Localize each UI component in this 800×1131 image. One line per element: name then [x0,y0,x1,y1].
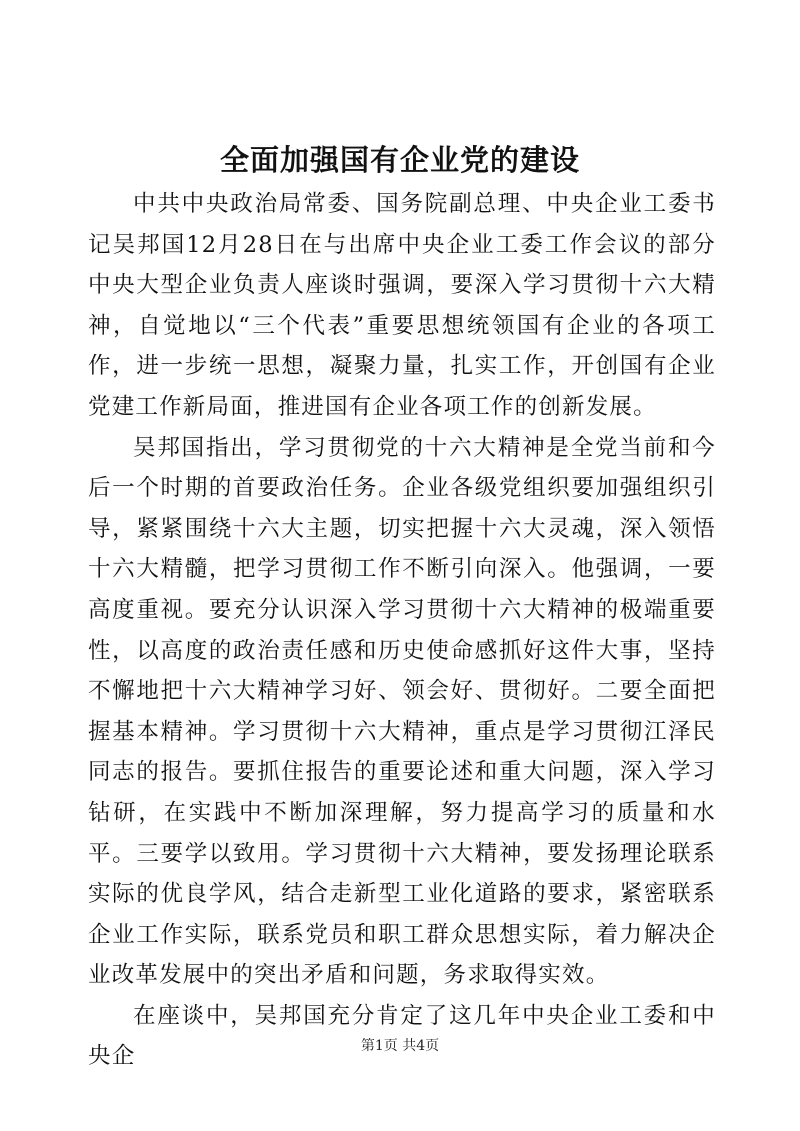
document-title: 全面加强国有企业党的建设 [219,143,580,177]
paragraph-3: 在座谈中，吴邦国充分肯定了这几年中央企业工委和中央企 [88,1002,716,1070]
document-body [88,184,716,1077]
paragraph-1: 中共中央政治局常委、国务院副总理、中央企业工委书记吴邦国12月28日在与出席中央企业工委工作会议的部分中央大型企业负责人座谈时强调，要深入学习贯彻十六大精神，自觉地以“三个代表”重要思想统领国有企业的各项工作，进一步统一思想，凝聚力量，扎实工作，开创国有企业党建工作新局面，推进国有企业各项工作的创新发展。 [88,191,716,420]
page-footer: 第1页 共4页 [360,1038,440,1054]
paragraph-2: 吴邦国指出，学习贯彻党的十六大精神是全党当前和今后一个时期的首要政治任务。企业各级党组织要加强组织引导，紧紧围绕十六大主题，切实把握十六大灵魂，深入领悟十六大精髓，把学习贯彻工作不断引向深入。他强调，一要高度重视。要充分认识深入学习贯彻十六大精神的极端重要性，以高度的政治责任感和历史使命感抓好这件大事，坚持不懈地把十六大精神学习好、领会好、贯彻好。二要全面把握基本精神。学习贯彻十六大精神，重点是学习贯彻江泽民同志的报告。要抓住报告的重要论述和重大问题，深入学习钻研，在实践中不断加深理解，努力提高学习的质量和水平。三要学以致用。学习贯彻十六大精神，要发扬理论联系实际的优良学风，结合走新型工业化道路的要求，紧密联系企业工作实际，联系党员和职工群众思想实际，着力解决企业改革发展中的突出矛盾和问题，务求取得实效。 [88,434,716,989]
